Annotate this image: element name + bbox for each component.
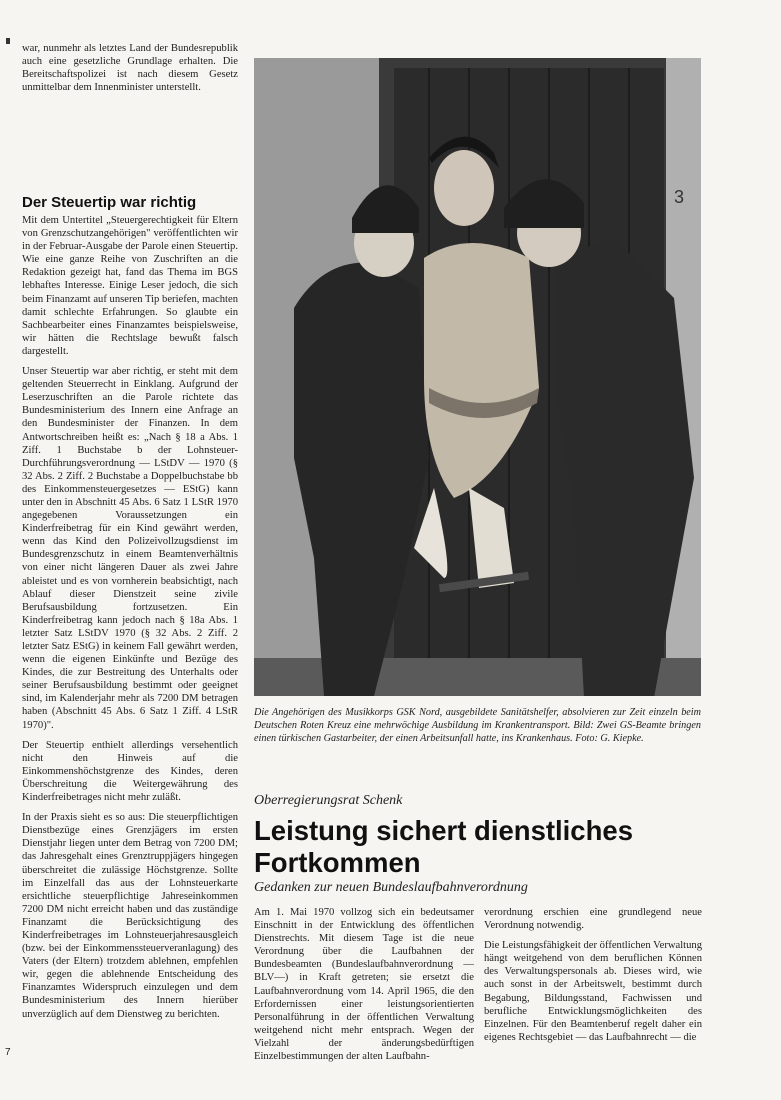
- article-kicker: Oberregierungsrat Schenk: [254, 793, 403, 808]
- page-number: 7: [5, 1047, 11, 1058]
- paragraph: Mit dem Untertitel „Steuergerechtigkeit für Eltern von Grenzschutzangehörigen" veröffentlichten wir in der Februar-Ausgabe der Parole einen Steuertip. Wie eine ganze Reihe von Zuschriften an die Redaktion gezeigt hat, fand das Thema im BGS lebhaftes Interesse. Einige Leser jedoch, die sich beim Finanzamt auf unseren Tip beriefen, machten damit schlechte Erfahrungen. So glaubte ein Sachbearbeiter eines Finanzamtes beispielsweise, wir hätten die Rechtslage bewußt falsch dargestellt.: [22, 215, 238, 357]
- left-column: [22, 42, 238, 101]
- article-column-1: [254, 906, 474, 1070]
- door-number: 3: [674, 187, 685, 207]
- paragraph: Unser Steuertip war aber richtig, er steht mit dem geltenden Steuerrecht in Einklang. Aufgrund der Leserzuschriften an die Parole richtete das Bundesministerium des Innern eine Anfrage an den Bundesminister der Finanzen. In dem Antwortschreiben heißt es: „Nach § 18 a Abs. 1 Ziff. 1 Buchstabe b der Lohnsteuer-Durchführungsverordnung — LStDV — 1970 (§ 32 Abs. 2 Ziff. 2 Buchstabe a Doppelbuchstabe bb des Einkommensteuergesetzes — EStG) kann unter den in Abschnitt 45 Abs. 6 Satz 1 LStR 1970 angegebenen Voraussetzungen ein Kinderfreibetrag für ein Kind gewährt werden, wenn das Kind den Polizeivollzugsdienst im Bundesgrenzschutz in einem Beamtenverhältnis von einer nicht längeren Dauer als zwei Jahre ableistet und es von vornherein beabsichtigt, nach Ablauf dieser Dienstzeit seine zivile Berufsausbildung fortzusetzen. Ein Kinderfreibetrag kann jedoch nach § 18a Abs. 1 letzter Satz LStDV 1970 (§ 32 Abs. 2 Ziff. 2 letzter Satz EStG) in keinem Fall gewährt werden, wenn die eigenen Einkünfte und Bezüge des Kindes, die zur Bestreitung des Unterhalts oder seiner Berufsausbildung bestimmt oder geeignet sind, im Kalenderjahr mehr als 7200 DM betragen haben (Abschnitt 45 Abs. 6 Satz 1 Ziff. 4 LStR 1970)".: [22, 366, 238, 731]
- photo: [254, 58, 701, 696]
- paragraph: verordnung erschien eine grundlegend neue Verordnung notwendig.: [484, 907, 702, 932]
- left-column-body: [22, 214, 238, 1028]
- paragraph: Der Steuertip enthielt allerdings versehentlich nicht den Hinweis auf die Einkommenshöchstgrenze des Kindes, deren Überschreitung die Weitergewährung des Kinderfreibetrages nicht mehr zuläßt.: [22, 739, 238, 804]
- article-subheadline: Gedanken zur neuen Bundeslaufbahnverordnung: [254, 880, 528, 895]
- article-column-2: [484, 906, 702, 1051]
- paragraph: Am 1. Mai 1970 vollzog sich ein bedeutsamer Einschnitt in der Entwicklung des öffentlichen Dienstrechts. Mit diesem Tage ist die neue Verordnung über die Laufbahnen der Bundesbeamten (Bundeslaufbahnverordnung — BLV—) in Kraft getreten; sie ersetzt die Laufbahnverordnung vom 14. April 1965, die den Erfordernissen einer leistungsorientierten Personalführung in der öffentlichen Verwaltung weitgehend nicht mehr entsprach. Wegen der Vielzahl der änderungsbedürftigen Einzelbestimmungen der alten Laufbahn-: [254, 907, 474, 1063]
- paragraph: In der Praxis sieht es so aus: Die steuerpflichtigen Dienstbezüge eines Grenzjägers im ersten Dienstjahr liegen unter dem Betrag von 7200 DM; das Jahresgehalt eines Grenztruppjägers hingegen überschreitet die zulässige Höchstgrenze. Sollte im Einzelfall das aus der Lohnsteuerkarte ersichtliche steuerpflichtige Jahreseinkommen 7200 DM nicht erreicht haben und das zuständige Finanzamt die Berücksichtigung des Kinderfreibetrages im Lohnsteuerjahresausgleich (bzw. bei der Einkommenssteuerveranlagung) des Vaters (der Eltern) trotzdem ablehnen, empfehlen wir, gegen die ablehnende Entscheidung des Finanzamtes Widerspruch einzulegen und dem Bundesministerium des Innern hierüber unverzüglich auf dem Dienstweg zu berichten.: [22, 812, 238, 1020]
- corner-mark: [6, 38, 10, 44]
- photo-illustration: [254, 58, 701, 696]
- article-headline: Leistung sichert dienstliches Fortkommen: [254, 815, 633, 878]
- photo-caption: Die Angehörigen des Musikkorps GSK Nord, ausgebildete Sanitätshelfer, absolvieren zur Zeit einzeln beim Deutschen Roten Kreuz eine mehrwöchige Ausbildung im Krankentransport. Bild: Zwei GS-Beamte bringen einen türkischen Gastarbeiter, der einen Arbeitsunfall hatte, ins Krankenhaus. Foto: G. Kiepke.: [254, 707, 701, 744]
- paragraph: Die Leistungsfähigkeit der öffentlichen Verwaltung hängt weitgehend von dem beruflichen Können des Verwaltungspersonals ab. Dieses wird, wie auch sonst in der Arbeitswelt, bestimmt durch Begabung, Bildungsstand, Fachwissen und berufliche Entwicklungsmöglichkeiten des Einzelnen. Für den Beamtenberuf regelt daher ein eigenes Rechtsgebiet — das Laufbahnrecht — die: [484, 940, 702, 1043]
- intro-paragraph: war, nunmehr als letztes Land der Bundesrepublik auch eine gesetzliche Grundlage erhalten. Die Bereitschaftspolizei ist nach diesem Gesetz unmittelbar dem Innenminister unterstellt.: [22, 43, 238, 94]
- section-title: Der Steuertip war richtig: [22, 194, 197, 211]
